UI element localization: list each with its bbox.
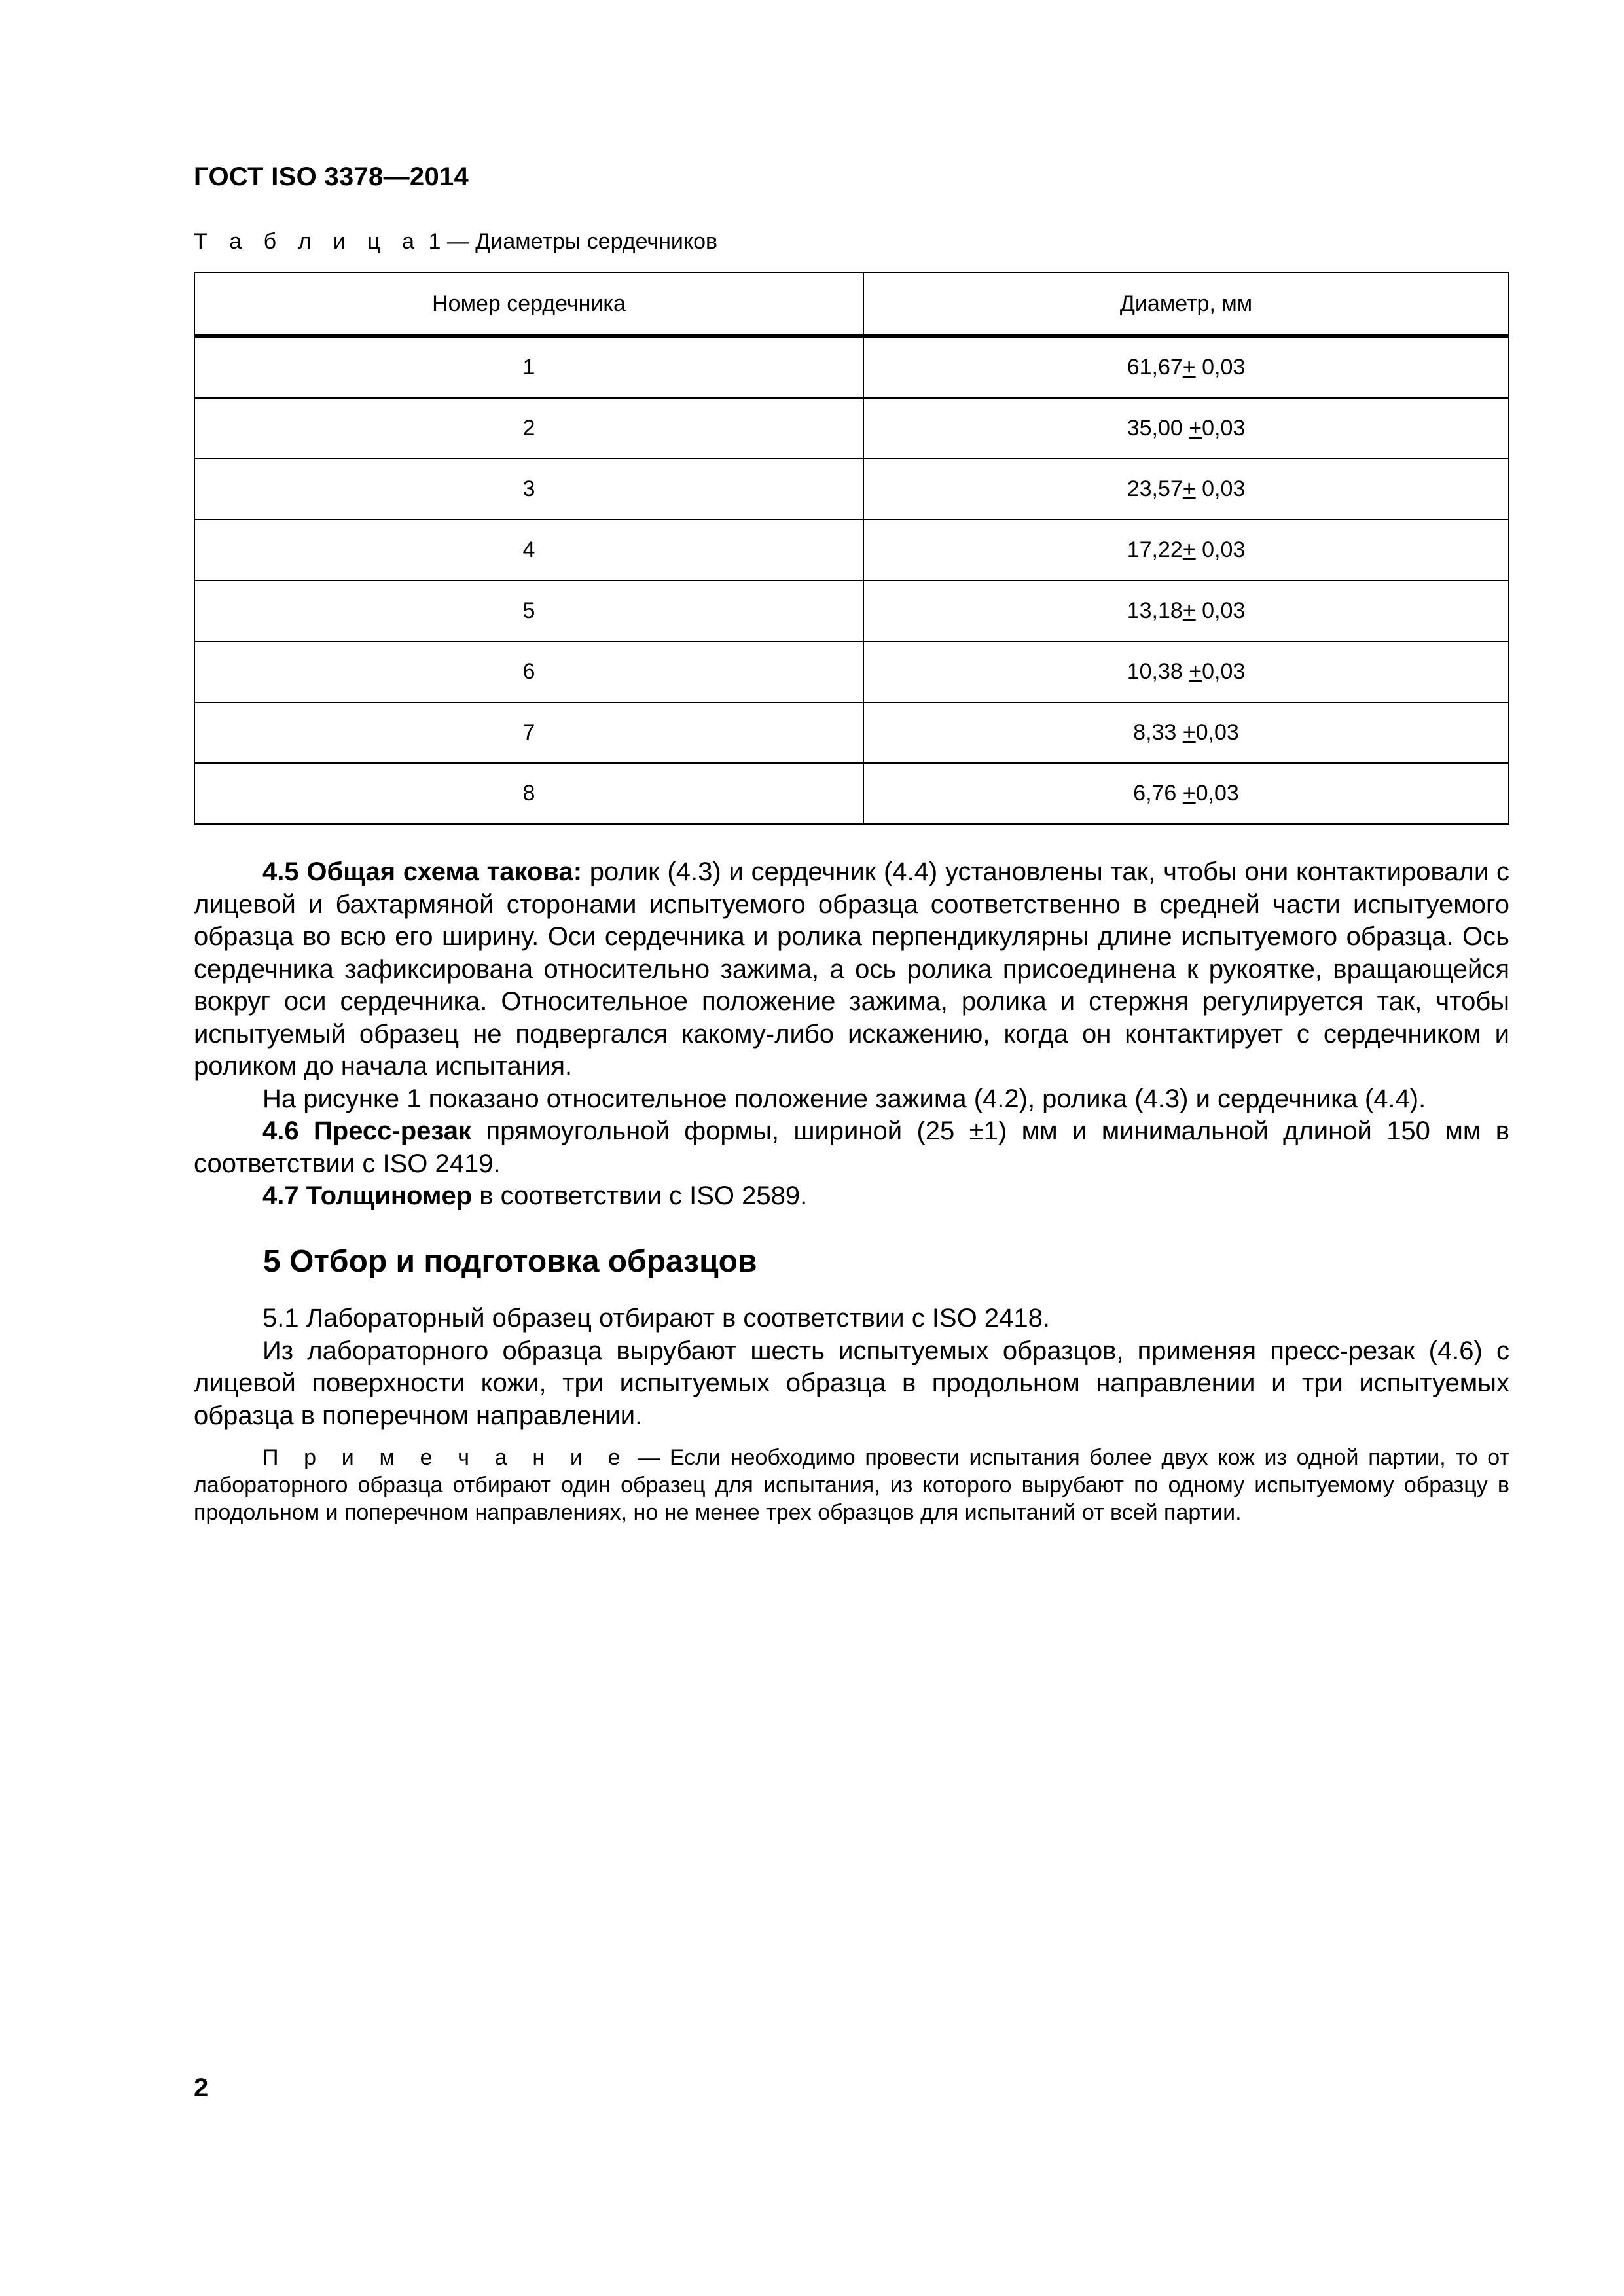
table-row — [194, 763, 1509, 824]
diameter-value: 61,67 — [1127, 355, 1183, 380]
cell-core-number: 4 — [194, 520, 863, 581]
tolerance-value: 0,03 — [1195, 355, 1246, 380]
tolerance-value: 0,03 — [1195, 476, 1246, 501]
paragraph-4-6 — [194, 1115, 1509, 1180]
paragraph-4-5 — [194, 856, 1509, 1083]
cell-diameter — [863, 459, 1509, 520]
cell-diameter — [863, 702, 1509, 763]
diameter-value: 23,57 — [1127, 476, 1183, 501]
cell-core-number: 5 — [194, 581, 863, 641]
section-4-body — [194, 856, 1509, 1213]
diameter-value: 17,22 — [1127, 537, 1183, 562]
plus-minus-sign: + — [1182, 537, 1196, 562]
cell-core-number: 8 — [194, 763, 863, 824]
diameter-value: 35,00 — [1127, 416, 1189, 440]
plus-minus-sign: + — [1182, 598, 1196, 623]
table-row — [194, 398, 1509, 459]
paragraph-figure-ref: На рисунке 1 показано относительное положение зажима (4.2), ролика (4.3) и сердечника (4.4). — [262, 1084, 1426, 1113]
cell-diameter — [863, 581, 1509, 641]
table-row — [194, 520, 1509, 581]
note-label: П р и м е ч а н и е — [262, 1445, 628, 1470]
tolerance-value: 0,03 — [1195, 781, 1239, 806]
table-row — [194, 702, 1509, 763]
plus-minus-sign: + — [1182, 720, 1196, 745]
paragraph-4-6-title: 4.6 Пресс-резак — [262, 1117, 472, 1145]
plus-minus-sign: + — [1182, 355, 1196, 380]
cell-core-number: 1 — [194, 336, 863, 399]
paragraph-4-7-text: в соответствии с ISO 2589. — [472, 1181, 808, 1210]
cell-diameter — [863, 336, 1509, 399]
cell-core-number: 3 — [194, 459, 863, 520]
diameter-value: 13,18 — [1127, 598, 1183, 623]
tolerance-value: 0,03 — [1195, 720, 1239, 745]
table-caption-label: Т а б л и ц а — [194, 229, 423, 254]
paragraph-4-5-text: ролик (4.3) и сердечник (4.4) установлены так, чтобы они контактировали с лицевой и бахтармяной сторонами испытуемого образца соответственно в средней части испытуемого образца во всю его ширину. Оси сердечника и ролика перпендикулярны длине испытуемого образца. Ось сердечника зафиксирована относительно зажима, а ось ролика присоединена к рукоятке, вращающейся вокруг оси сердечника. Относительное положение зажима, ролика и стержня регулируется так, чтобы испытуемый образец не подвергался какому-либо искажению, когда он контактирует с сердечником и роликом до начала испытания. — [194, 857, 1509, 1081]
cell-core-number: 6 — [194, 641, 863, 702]
paragraph-5-1-cont: Из лабораторного образца вырубают шесть испытуемых образцов, применяя пресс-резак (4.6) с лицевой поверхности кожи, три испытуемых образца в продольном направлении и три испытуемых образца в поперечном направлении. — [194, 1336, 1509, 1430]
table-row — [194, 336, 1509, 399]
section-5-body — [194, 1302, 1509, 1432]
plus-minus-sign: + — [1182, 476, 1196, 501]
cell-core-number: 7 — [194, 702, 863, 763]
page-number: 2 — [194, 2073, 209, 2102]
tolerance-value: 0,03 — [1195, 537, 1246, 562]
cell-diameter — [863, 520, 1509, 581]
col-header-diameter: Диаметр, мм — [863, 272, 1509, 336]
diameter-value: 10,38 — [1127, 659, 1189, 684]
note-paragraph — [194, 1444, 1509, 1526]
col-header-core-number: Номер сердечника — [194, 272, 863, 336]
paragraph-4-7 — [194, 1180, 1509, 1213]
section-5-heading: 5 Отбор и подготовка образцов — [263, 1244, 757, 1279]
paragraph-4-6-text: прямоугольной формы, шириной (25 ±1) мм и минимальной длиной 150 мм в соответствии с ISO 2419. — [194, 1117, 1509, 1178]
paragraph-5-1: 5.1 Лабораторный образец отбирают в соответствии с ISO 2418. — [262, 1304, 1050, 1333]
cell-diameter — [863, 641, 1509, 702]
table-caption — [194, 229, 717, 255]
diameter-value: 6,76 — [1133, 781, 1183, 806]
diameter-value: 8,33 — [1133, 720, 1183, 745]
core-diameters-table — [194, 272, 1509, 825]
cell-diameter — [863, 763, 1509, 824]
table-row — [194, 641, 1509, 702]
cell-core-number: 2 — [194, 398, 863, 459]
cell-diameter — [863, 398, 1509, 459]
tolerance-value: 0,03 — [1195, 598, 1246, 623]
plus-minus-sign: + — [1189, 659, 1202, 684]
table-row — [194, 581, 1509, 641]
table-header-row — [194, 272, 1509, 336]
document-header: ГОСТ ISO 3378—2014 — [194, 162, 469, 191]
note-text: — Если необходимо провести испытания более двух кож из одной партии, то от лабораторного образца отбирают один образец для испытания, из которого вырубают по одному испытуемому образцу в продольном и поперечном направлениях, но не менее трех образцов для испытаний от всей партии. — [194, 1445, 1509, 1525]
table-row — [194, 459, 1509, 520]
note-block — [194, 1444, 1509, 1526]
paragraph-4-7-title: 4.7 Толщиномер — [262, 1181, 473, 1210]
plus-minus-sign: + — [1189, 416, 1202, 440]
table-caption-text: 1 — Диаметры сердечников — [422, 229, 718, 254]
plus-minus-sign: + — [1182, 781, 1196, 806]
paragraph-4-5-title: 4.5 Общая схема такова: — [262, 857, 583, 886]
tolerance-value: 0,03 — [1202, 416, 1246, 440]
tolerance-value: 0,03 — [1202, 659, 1246, 684]
